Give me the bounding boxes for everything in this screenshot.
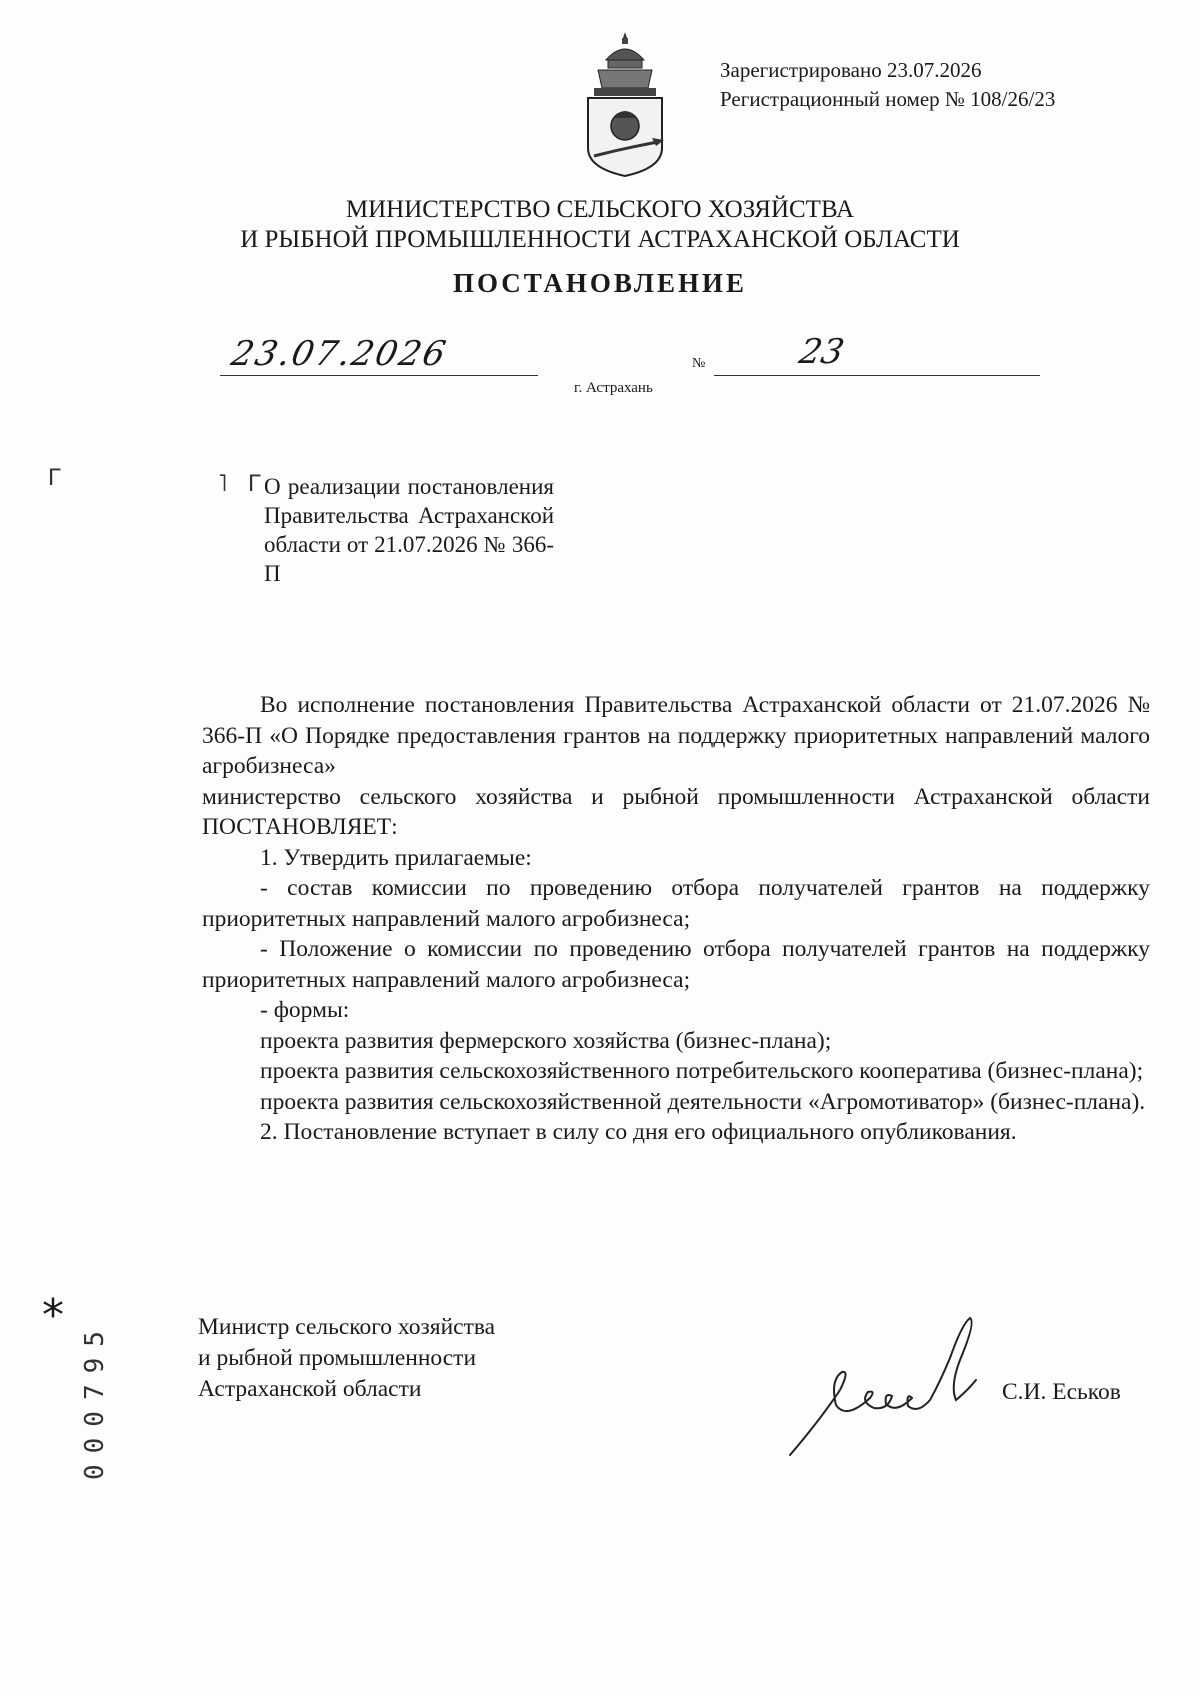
serial-number: 000795 — [80, 1320, 110, 1480]
corner-mark-subject-open: Г — [248, 470, 261, 497]
registration-date: Зарегистрировано 23.07.2026 — [720, 58, 982, 82]
handwritten-date: 23.07.2026 — [227, 334, 451, 374]
ministry-name — [0, 195, 1200, 255]
document-type-title: ПОСТАНОВЛЕНИЕ — [452, 268, 748, 298]
ministry-name-line1: МИНИСТЕРСТВО СЕЛЬСКОГО ХОЗЯЙСТВА — [345, 196, 855, 223]
number-label: № — [692, 356, 706, 371]
ministry-name-line2: И РЫБНОЙ ПРОМЫШЛЕННОСТИ АСТРАХАНСКОЙ ОБЛАСТИ — [240, 226, 960, 253]
signer-title-line2: и рыбной промышленности — [198, 1345, 477, 1371]
body-paragraph: проекта развития фермерского хозяйства (бизнес-плана); — [260, 1027, 832, 1054]
handwritten-signature — [780, 1310, 1040, 1460]
body-paragraph: 1. Утвердить прилагаемые: — [260, 844, 532, 871]
body-paragraph: министерство сельского хозяйства и рыбной промышленности Астраханской области ПОСТАНОВЛЯЕТ: — [202, 783, 1150, 840]
registration-number: Регистрационный номер № 108/26/23 — [720, 87, 1056, 111]
body-paragraph: проекта развития сельскохозяйственного потребительского кооператива (бизнес-плана); — [260, 1058, 1144, 1084]
body-paragraph: Во исполнение постановления Правительства Астраханской области от 21.07.2026 № 366-П «О Порядке предоставления грантов на поддержку приоритетных направлений малого агробизнеса» — [202, 692, 1150, 779]
body-paragraph: проекта развития сельскохозяйственной деятельности «Агромотиватор» (бизнес-плана). — [260, 1088, 1146, 1115]
asterisk-mark: * — [42, 1290, 64, 1341]
signer-title — [198, 1312, 495, 1405]
body-paragraph: - Положение о комиссии по проведению отбора получателей грантов на поддержку приоритетных направлений малого агробизнеса; — [202, 936, 1150, 993]
corner-mark-subject-close: ˥ — [218, 470, 228, 497]
date-underline — [220, 375, 538, 376]
body-paragraph: - формы: — [260, 997, 350, 1023]
registration-stamp — [720, 56, 1055, 114]
document-subject: О реализации постановления Правительства Астраханской области от 21.07.2026 № 366-П — [264, 474, 554, 586]
document-body — [202, 690, 1150, 1148]
signer-name: С.И. Еськов — [1002, 1379, 1121, 1405]
coat-of-arms-emblem — [580, 30, 670, 180]
handwritten-number: 23 — [795, 332, 848, 372]
corner-mark-left: Г — [48, 464, 61, 491]
body-paragraph: - состав комиссии по проведению отбора получателей грантов на поддержку приоритетных направлений малого агробизнеса; — [202, 875, 1150, 932]
signer-title-line1: Министр сельского хозяйства — [198, 1314, 496, 1340]
signer-title-line3: Астраханской области — [198, 1376, 422, 1402]
number-underline — [714, 375, 1040, 376]
body-paragraph: 2. Постановление вступает в силу со дня его официального опубликования. — [260, 1119, 1017, 1145]
city-name: г. Астрахань — [574, 380, 653, 396]
